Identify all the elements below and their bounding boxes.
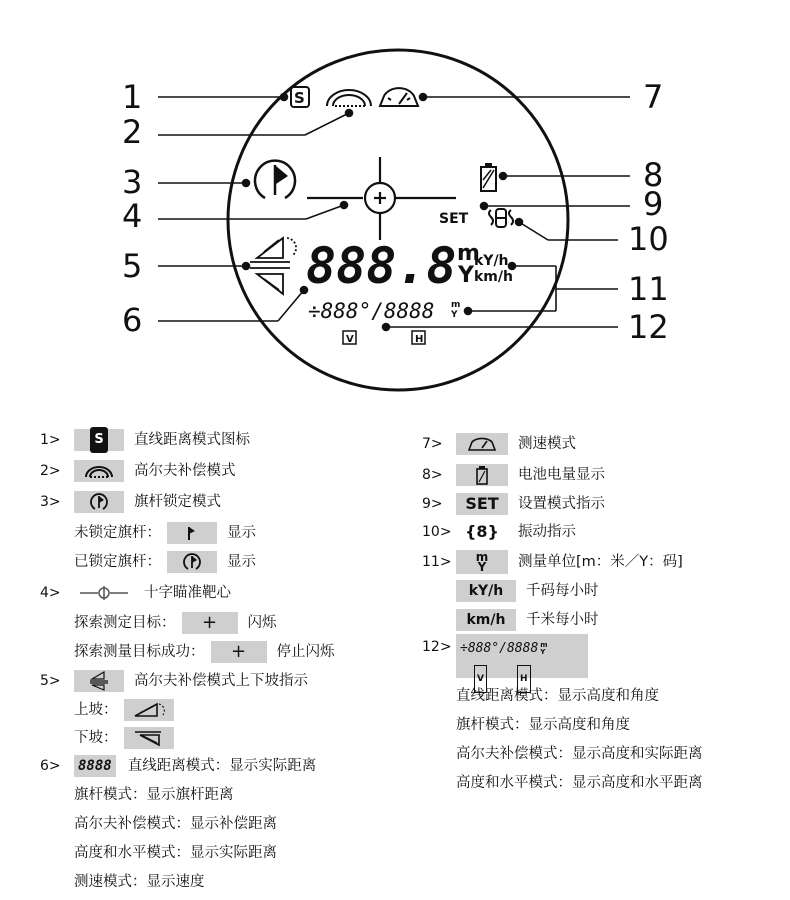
kmh-icon: km/h	[456, 609, 516, 631]
sub-display-icon	[456, 634, 588, 684]
legend-index: 7>	[422, 436, 443, 452]
slope-indicator-icon	[74, 670, 124, 692]
legend-text: 高度和水平模式：显示高度和水平距离	[456, 775, 703, 791]
plus-icon: +	[211, 641, 267, 663]
legend-index: 6>	[40, 758, 61, 774]
callout-6: 6	[122, 301, 143, 339]
s-icon-label: S	[90, 427, 107, 453]
callout-11: 11	[628, 270, 669, 308]
legend-index: 5>	[40, 673, 61, 689]
legend-text: 旗杆模式：显示高度和角度	[456, 717, 630, 733]
legend-3-unlocked	[74, 520, 256, 546]
legend-item-10	[422, 519, 576, 545]
legend-index: 1>	[40, 432, 61, 448]
digits-icon: 8888	[74, 755, 116, 777]
legend-5-down	[74, 725, 184, 751]
sub-unit-y: Y	[451, 310, 458, 320]
legend-text: 直线距离模式：显示实际距离	[127, 758, 317, 774]
speed-mode-icon	[380, 88, 418, 106]
legend-text: 电池电量显示	[518, 467, 605, 483]
flag-lock-icon	[167, 551, 217, 573]
legend-item-8	[422, 462, 605, 488]
h-indicator: H	[517, 665, 531, 693]
h-indicator	[412, 331, 425, 345]
legend-text: 千米每小时	[526, 612, 599, 628]
legend-11-kyh	[456, 578, 599, 604]
legend-6-line-2	[74, 811, 277, 837]
main-unit-m: m	[457, 241, 480, 266]
sub-digits: ÷888°/8888	[460, 641, 539, 656]
legend-6-line-4	[74, 869, 205, 895]
downhill-icon	[124, 727, 174, 749]
v-indicator: V	[474, 665, 487, 693]
unit-icon	[456, 550, 508, 574]
legend-text: 旗杆锁定模式	[134, 494, 221, 510]
kyh-icon: kY/h	[456, 580, 516, 602]
legend-text: 振动指示	[518, 524, 576, 540]
set-icon: SET	[456, 493, 508, 515]
callout-12: 12	[628, 308, 669, 346]
legend-item-5	[40, 668, 308, 694]
main-digits: 888.8	[306, 237, 457, 295]
legend-text: 测速模式：显示速度	[74, 874, 205, 890]
legend-text: 测速模式	[518, 436, 576, 452]
flag-lock-icon	[255, 161, 295, 198]
speed-mode-icon	[456, 433, 508, 455]
legend-index: 9>	[422, 496, 443, 512]
legend-text: 高度和水平模式：显示实际距离	[74, 845, 277, 861]
legend-text: 探索测定目标：	[74, 615, 176, 631]
legend-text: 直线距离模式：显示高度和角度	[456, 688, 659, 704]
legend-index: 2>	[40, 463, 61, 479]
callout-1: 1	[122, 78, 143, 116]
legend-text: 直线距离模式图标	[134, 432, 250, 448]
flag-lock-icon	[74, 491, 124, 513]
legend-text: 闪烁	[247, 615, 277, 631]
legend-6-line-1	[74, 782, 234, 808]
legend-4-search	[74, 610, 277, 636]
unit-y: Y	[540, 648, 546, 656]
legend-index: 11>	[422, 554, 452, 570]
legend-3-locked	[74, 549, 256, 575]
lcd-diagram	[0, 0, 790, 420]
callout-7: 7	[643, 78, 664, 116]
vibration-icon: {8}	[465, 522, 499, 541]
legend-item-3	[40, 489, 221, 515]
flag-icon	[167, 522, 217, 544]
legend-text: 高尔夫补偿模式上下坡指示	[134, 673, 308, 689]
legend-text: 探索测量目标成功：	[74, 644, 205, 660]
legend-index: 10>	[422, 524, 452, 540]
uphill-icon	[124, 699, 174, 721]
legend-item-12	[422, 634, 598, 684]
legend-item-11	[422, 549, 683, 575]
legend-text: 已锁定旗杆：	[74, 554, 161, 570]
plus-icon: +	[182, 612, 238, 634]
legend-12-line-2	[456, 712, 630, 738]
legend-12-line-1	[456, 683, 659, 709]
speed-unit-kmh: km/h	[474, 269, 513, 285]
legend-text: 高尔夫补偿模式：显示补偿距离	[74, 816, 277, 832]
sub-unit-m: m	[451, 300, 461, 310]
slope-indicator-icon	[250, 238, 296, 294]
legend-text: 显示	[227, 525, 256, 541]
legend-4-success	[74, 639, 335, 665]
speed-unit-kyh: kY/h	[474, 253, 509, 269]
legend-item-2	[40, 458, 236, 484]
legend-item-6	[40, 753, 316, 779]
callout-2: 2	[122, 113, 143, 151]
legend-text: 十字瞄准靶心	[144, 585, 231, 601]
legend-index: 3>	[40, 494, 61, 510]
crosshair-icon	[307, 157, 456, 240]
legend-text: 旗杆模式：显示旗杆距离	[74, 787, 234, 803]
s-mode-icon	[291, 87, 309, 107]
callout-8: 8	[643, 156, 664, 194]
legend-text: 测量单位[m：米／Y：码]	[518, 554, 683, 570]
main-unit-y: Y	[458, 263, 474, 288]
callout-3: 3	[122, 163, 143, 201]
callout-9: 9	[643, 185, 664, 223]
legend-index: 12>	[422, 639, 452, 655]
sub-digits: ÷888°/8888	[308, 299, 435, 323]
legend-6-line-3	[74, 840, 277, 866]
legend-text: 显示	[227, 554, 256, 570]
unit-m: m	[540, 641, 548, 649]
callout-10: 10	[628, 220, 669, 258]
legend-item-4	[40, 580, 231, 606]
vibration-icon	[489, 209, 513, 227]
svg-text:H: H	[415, 334, 424, 345]
legend-index: 4>	[40, 585, 61, 601]
legend-text: 下坡：	[74, 730, 118, 746]
svg-text:S: S	[294, 89, 305, 107]
s-mode-icon	[74, 429, 124, 451]
legend-item-9	[422, 491, 605, 517]
unit-y: Y	[477, 560, 487, 574]
v-indicator	[343, 331, 356, 345]
legend-text: 千码每小时	[526, 583, 599, 599]
battery-icon	[456, 464, 508, 486]
legend-text: 高尔夫补偿模式：显示高度和实际距离	[456, 746, 703, 762]
sub-units	[540, 642, 547, 656]
legend-item-7	[422, 431, 576, 457]
sub-display-digits	[460, 636, 548, 662]
legend-index: 8>	[422, 467, 443, 483]
svg-text:V: V	[346, 334, 354, 345]
callout-5: 5	[122, 247, 143, 285]
set-indicator: SET	[439, 211, 469, 227]
callout-4: 4	[122, 197, 143, 235]
legend-12-line-4	[456, 770, 703, 796]
legend-text: 设置模式指示	[518, 496, 605, 512]
battery-icon	[481, 163, 496, 191]
legend-5-up	[74, 697, 184, 723]
legend-text: 停止闪烁	[276, 644, 335, 660]
legend-text: 未锁定旗杆：	[74, 525, 161, 541]
legend-12-line-3	[456, 741, 703, 767]
unit-m: m	[475, 550, 489, 564]
golf-compensation-icon	[74, 460, 124, 482]
legend-text: 高尔夫补偿模式	[134, 463, 236, 479]
golf-compensation-icon	[327, 90, 371, 106]
legend-11-kmh	[456, 607, 599, 633]
legend-item-1	[40, 427, 250, 453]
legend-text: 上坡：	[74, 702, 118, 718]
crosshair-icon	[74, 582, 134, 604]
